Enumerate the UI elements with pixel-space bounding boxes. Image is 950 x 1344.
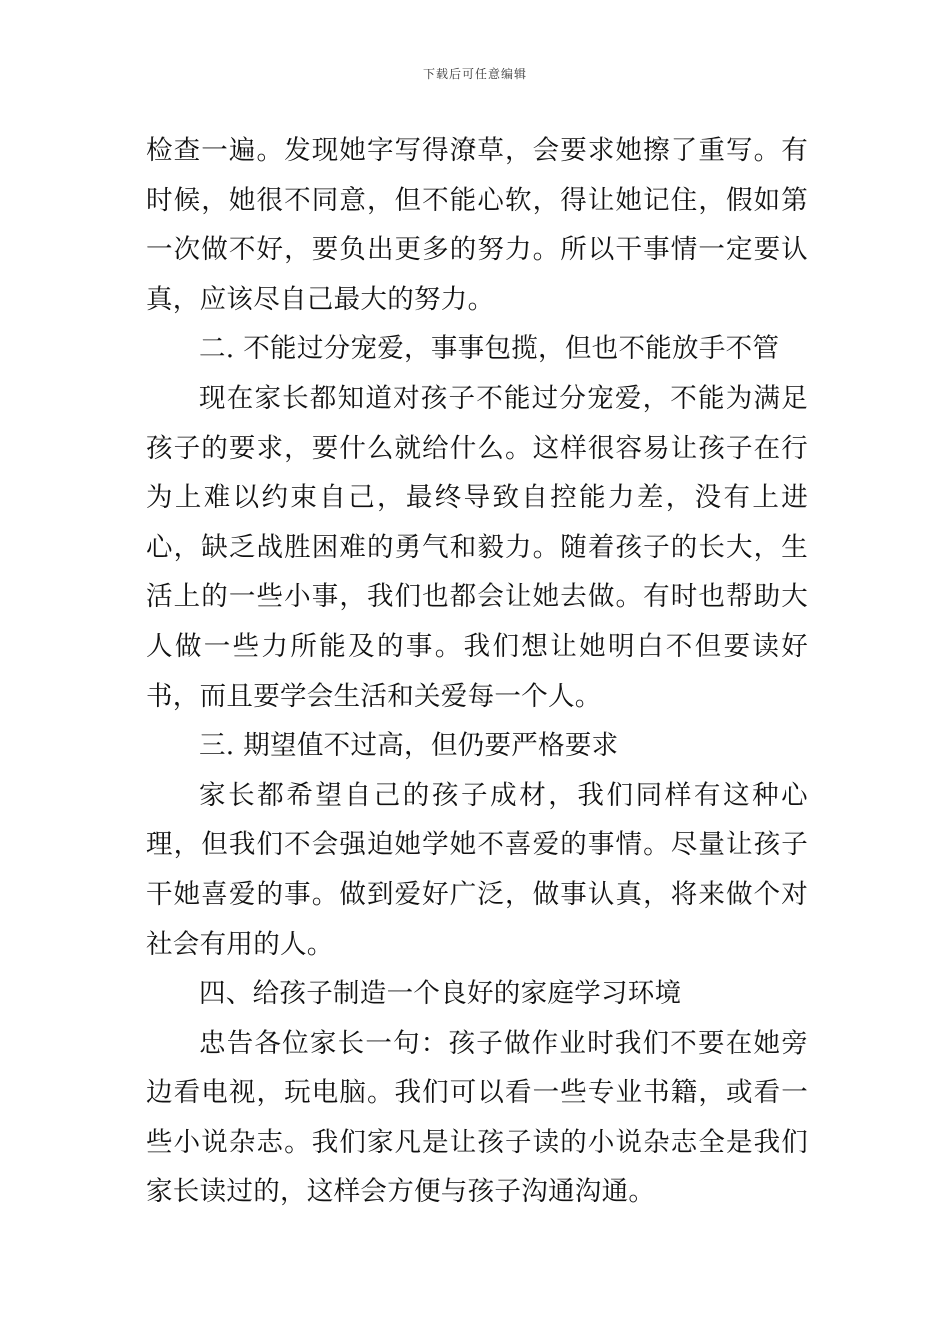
section-heading-4: 四、给孩子制造一个良好的家庭学习环境 — [199, 978, 682, 1010]
paragraph-body: 忠告各位家长一句：孩子做作业时我们不要在她旁边看电视，玩电脑。我们可以看一些专业书籍，或看一些小说杂志。我们家凡是让孩子读的小说杂志全是我们家长读过的，这样会方便与孩子沟通沟通。 — [146, 1027, 808, 1208]
paragraph-continuation: 检查一遍。发现她字写得潦草，会要求她擦了重写。有时候，她很不同意，但不能心软，得让她记住，假如第一次做不好，要负出更多的努力。所以干事情一定要认真，应该尽自己最大的努力。 — [146, 135, 808, 315]
page-header: 下载后可任意编辑 — [422, 67, 527, 81]
paragraph-body: 现在家长都知道对孩子不能过分宠爱，不能为满足孩子的要求，要什么就给什么。这样很容易让孩子在行为上难以约束自己，最终导致自控能力差，没有上进心，缺乏战胜困难的勇气和毅力。随着孩子的长大，生活上的一些小事，我们也都会让她去做。有时也帮助大人做一些力所能及的事。我们想让她明白不但要读好书，而且要学会生活和关爱每一个人。 — [146, 382, 808, 712]
section-heading-2: 二. 不能过分宠爱，事事包揽，但也不能放手不管 — [199, 333, 780, 365]
section-heading-3: 三. 期望值不过高，但仍要严格要求 — [199, 730, 619, 762]
document-body — [146, 126, 808, 1217]
paragraph-body: 家长都希望自己的孩子成材，我们同样有这种心理，但我们不会强迫她学她不喜爱的事情。尽量让孩子干她喜爱的事。做到爱好广泛，做事认真，将来做个对社会有用的人。 — [146, 779, 808, 960]
